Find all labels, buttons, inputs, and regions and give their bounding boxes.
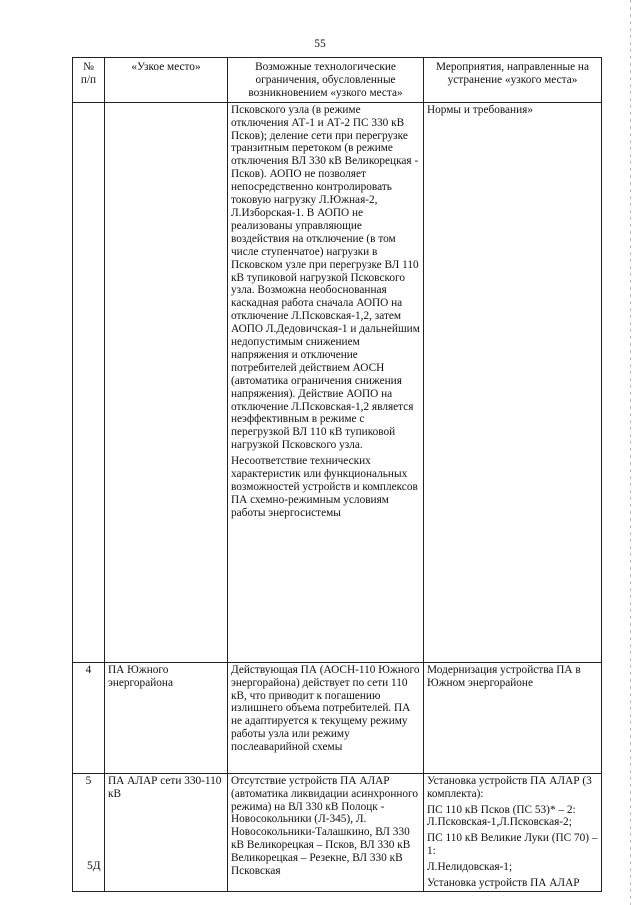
row-num <box>73 102 105 662</box>
footer-mark: 5Д <box>87 860 101 872</box>
measure-paragraph: Установка устройств ПА АЛАР <box>427 877 580 890</box>
row-limitations <box>228 773 424 891</box>
table-row <box>73 102 602 662</box>
header-num-line: п/п <box>80 73 97 86</box>
row-num: 5 <box>73 773 105 891</box>
row-measures <box>424 773 602 891</box>
limitation-paragraph: Действующая ПА (АОСН-110 Южного энергорайона) действует по сети 110 кВ, что приводит к погашению излишнего объема потребителей. ПА не адаптируется к текущему режиму работы узла или режиму послеаварийной схемы <box>231 663 420 754</box>
header-bottleneck: «Узкое место» <box>105 58 228 103</box>
row-limitations <box>228 102 424 662</box>
header-num-line: № <box>83 61 94 73</box>
measure-paragraph: Модернизация устройства ПА в Южном энергорайоне <box>427 663 581 689</box>
row-limitations <box>228 662 424 773</box>
limitation-paragraph: Псковского узла (в режиме отключения АТ-1 и АТ-2 ПС 330 кВ Псков); деление сети при перегрузке транзитным перетоком (в режиме отключения ВЛ 330 кВ Великорецкая - Псков). АОПО не позволяет непосредственно контролировать токовую нагрузку Л.Южная-2, Л.Изборская-1. В АОПО не реализованы управляющие воздействия на отключение (в том числе ступенчатое) нагрузки в Псковском узле при перегрузке ВЛ 110 кВ тупиковой нагрузкой Псковского узла. Возможна необоснованная каскадная работа сначала АОПО на отключение Л.Псковская-1,2, затем АОПО Л.Дедовичская-1 и дальнейшим недопустимым снижением напряжения и отключение потребителей действием АОСН (автоматика ограничения снижения напряжения). Действие АОПО на отключение Л.Псковская-1,2 является неэффективным в режиме с перегрузкой ВЛ 110 кВ тупиковой нагрузкой Псковского узла. <box>231 103 420 452</box>
header-num <box>73 58 105 103</box>
row-measures <box>424 662 602 773</box>
header-limitations: Возможные технологические ограничения, обусловленные возникновением «узкого места» <box>228 58 424 103</box>
table-row <box>73 662 602 773</box>
row-measures <box>424 102 602 662</box>
measure-paragraph: Установка устройств ПА АЛАР (3 комплекта): <box>427 774 592 800</box>
measure-paragraph: Нормы и требования» <box>427 103 533 116</box>
measure-paragraph: ПС 110 кВ Великие Луки (ПС 70) – 1: <box>427 832 598 858</box>
row-bottleneck: ПА АЛАР сети 330-110 кВ <box>105 773 228 891</box>
scan-edge <box>630 0 631 905</box>
row-bottleneck: ПА Южного энергорайона <box>105 662 228 773</box>
row-bottleneck <box>105 102 228 662</box>
limitation-paragraph: Несоответствие технических характеристик или функциональных возможностей устройств и комплексов ПА схемно-режимным условиям работы энергосистемы <box>231 455 418 519</box>
measure-paragraph: Л.Нелидовская-1; <box>427 861 513 874</box>
bottleneck-table <box>72 57 602 892</box>
table-header-row <box>73 58 602 103</box>
row-num: 4 <box>73 662 105 773</box>
header-measures: Мероприятия, направленные на устранение «узкого места» <box>424 58 602 103</box>
limitation-paragraph: Отсутствие устройств ПА АЛАР (автоматика ликвидации асинхронного режима) на ВЛ 330 кВ Полоцк - Новосокольники (Л-345), Л. Новосокольники-Талашкино, ВЛ 330 кВ Великорецкая – Псков, ВЛ 330 кВ Великорецкая – Резекне, ВЛ 330 кВ Псковская <box>231 774 419 878</box>
table-row <box>73 773 602 891</box>
measure-paragraph: ПС 110 кВ Псков (ПС 53)* – 2: Л.Псковская-1,Л.Псковская-2; <box>427 803 576 829</box>
page-number: 55 <box>314 38 326 50</box>
